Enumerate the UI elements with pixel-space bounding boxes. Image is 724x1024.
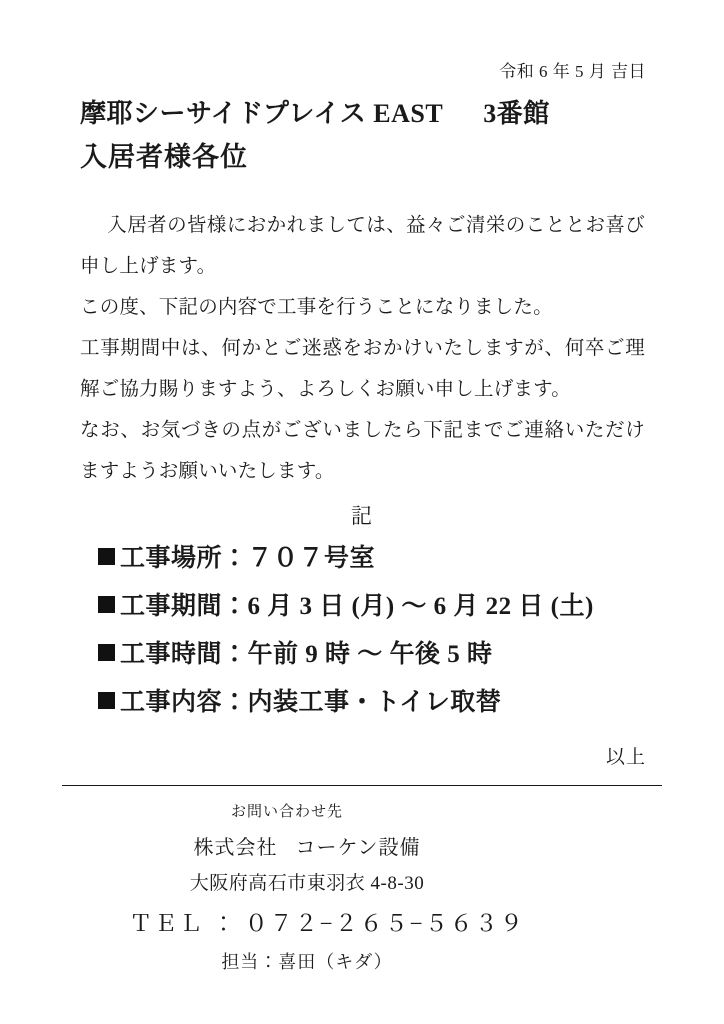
item-value: 6 月 3 日 (月) 〜 6 月 22 日 (土) [247,593,594,620]
addressee-block [80,96,640,176]
company-tel: ＴＥＬ ： ０７２−２６５−５６３９ [129,911,525,936]
company-prefix: 株式会社 [193,837,278,859]
building-name: 摩耶シーサイドプレイス EAST [80,99,444,128]
addressee-building-line [80,96,640,131]
contact-heading: お問い合わせ先 [230,804,343,820]
list-item [98,535,658,583]
item-label: 工事期間： [120,593,248,620]
bullet-square-icon [98,644,115,661]
list-item [98,679,658,727]
ki-mark: 記 [351,504,373,528]
work-details-list [98,535,658,727]
horizontal-divider [62,785,662,786]
bullet-square-icon [98,596,115,613]
addressee-recipient: 入居者様各位 [80,142,248,173]
closing-mark: 以上 [605,747,646,768]
contact-person: 担当：喜田（キダ） [221,952,393,972]
building-number: 3番館 [483,99,550,128]
body-paragraph-2: この度、下記の内容で工事を行うことになりました。 [80,297,553,318]
bullet-square-icon [98,692,115,709]
document-date: 令和 6 年 5 月 吉日 [499,62,646,81]
body-paragraph-1: 入居者の皆様におかれましては、益々ご清栄のこととお喜び申し上げます。 [80,215,645,277]
company-line [0,831,724,860]
body-text [80,205,645,492]
item-label: 工事場所： [120,545,248,572]
item-value: 午前 9 時 〜 午後 5 時 [247,641,493,668]
body-paragraph-3: 工事期間中は、何かとご迷惑をおかけいたしますが、何卒ご理解ご協力賜りますよう、よろしくお願い申し上げます。 [80,338,645,400]
body-paragraph-4: なお、お気づきの点がございましたら下記までご連絡いただけますようお願いいたします。 [80,420,645,482]
bullet-square-icon [98,548,115,565]
item-value: ７０７号室 [247,545,376,572]
list-item [98,631,658,679]
company-name: コーケン設備 [295,837,421,859]
list-item [98,583,658,631]
item-label: 工事時間： [120,641,248,668]
footer-contact-block [0,795,724,974]
item-label: 工事内容： [120,689,248,716]
item-value: 内装工事・トイレ取替 [247,689,502,716]
company-address: 大阪府高石市東羽衣 4-8-30 [189,873,425,894]
